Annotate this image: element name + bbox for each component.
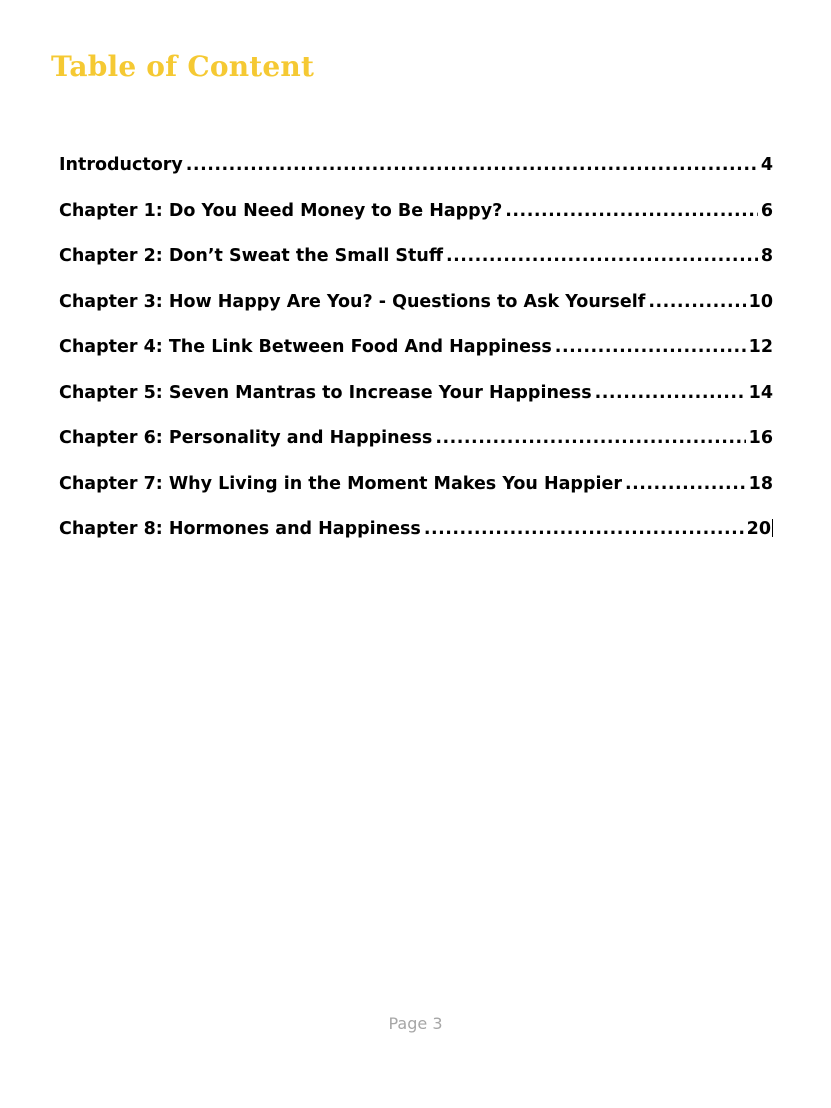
toc-dot-leader bbox=[625, 474, 746, 494]
toc-entry-label: Chapter 2: Don’t Sweat the Small Stuff bbox=[59, 246, 444, 266]
toc-dot-leader bbox=[186, 155, 758, 175]
toc-entry-label: Introductory bbox=[59, 155, 183, 175]
toc-entry-page-number-text: 20 bbox=[746, 519, 771, 539]
toc-entry-label: Chapter 8: Hormones and Happiness bbox=[59, 519, 421, 539]
toc-entry-introductory[interactable] bbox=[59, 155, 773, 201]
toc-dot-leader bbox=[555, 337, 746, 357]
toc-entry-label: Chapter 3: How Happy Are You? - Questions to Ask Yourself bbox=[59, 291, 646, 312]
toc-entry-page-number: 18 bbox=[748, 473, 773, 494]
toc-entry-page-number: 12 bbox=[748, 337, 773, 357]
toc-entry-chapter-8[interactable] bbox=[59, 519, 773, 565]
toc-list bbox=[59, 155, 773, 565]
page-footer: Page 3 bbox=[388, 1014, 443, 1033]
toc-dot-leader bbox=[446, 246, 758, 266]
toc-dot-leader bbox=[505, 201, 758, 221]
toc-heading: Table of Content bbox=[51, 50, 315, 83]
toc-entry-label: Chapter 1: Do You Need Money to Be Happy? bbox=[59, 200, 503, 221]
toc-entry-chapter-3[interactable] bbox=[59, 292, 773, 338]
toc-dot-leader bbox=[648, 292, 745, 312]
toc-dot-leader bbox=[424, 519, 744, 539]
toc-entry-page-number: 14 bbox=[748, 382, 773, 403]
text-cursor bbox=[772, 519, 773, 537]
toc-entry-page-number: 8 bbox=[760, 246, 773, 266]
toc-entry-chapter-7[interactable] bbox=[59, 474, 773, 520]
toc-entry-label: Chapter 5: Seven Mantras to Increase Your Happiness bbox=[59, 382, 592, 403]
toc-entry-label: Chapter 7: Why Living in the Moment Makes You Happier bbox=[59, 473, 622, 494]
toc-entry-label: Chapter 4: The Link Between Food And Happiness bbox=[59, 337, 552, 357]
toc-entry-page-number: 4 bbox=[760, 155, 773, 175]
toc-dot-leader bbox=[595, 383, 746, 403]
toc-entry-page-number bbox=[747, 519, 773, 539]
toc-entry-chapter-2[interactable] bbox=[59, 246, 773, 292]
toc-dot-leader bbox=[435, 428, 745, 448]
toc-entry-chapter-4[interactable] bbox=[59, 337, 773, 383]
toc-entry-chapter-1[interactable] bbox=[59, 201, 773, 247]
toc-entry-page-number: 6 bbox=[760, 200, 773, 221]
toc-entry-chapter-6[interactable] bbox=[59, 428, 773, 474]
toc-entry-label: Chapter 6: Personality and Happiness bbox=[59, 428, 433, 448]
toc-entry-page-number: 10 bbox=[748, 291, 773, 312]
toc-entry-page-number: 16 bbox=[748, 428, 773, 448]
toc-entry-chapter-5[interactable] bbox=[59, 383, 773, 429]
